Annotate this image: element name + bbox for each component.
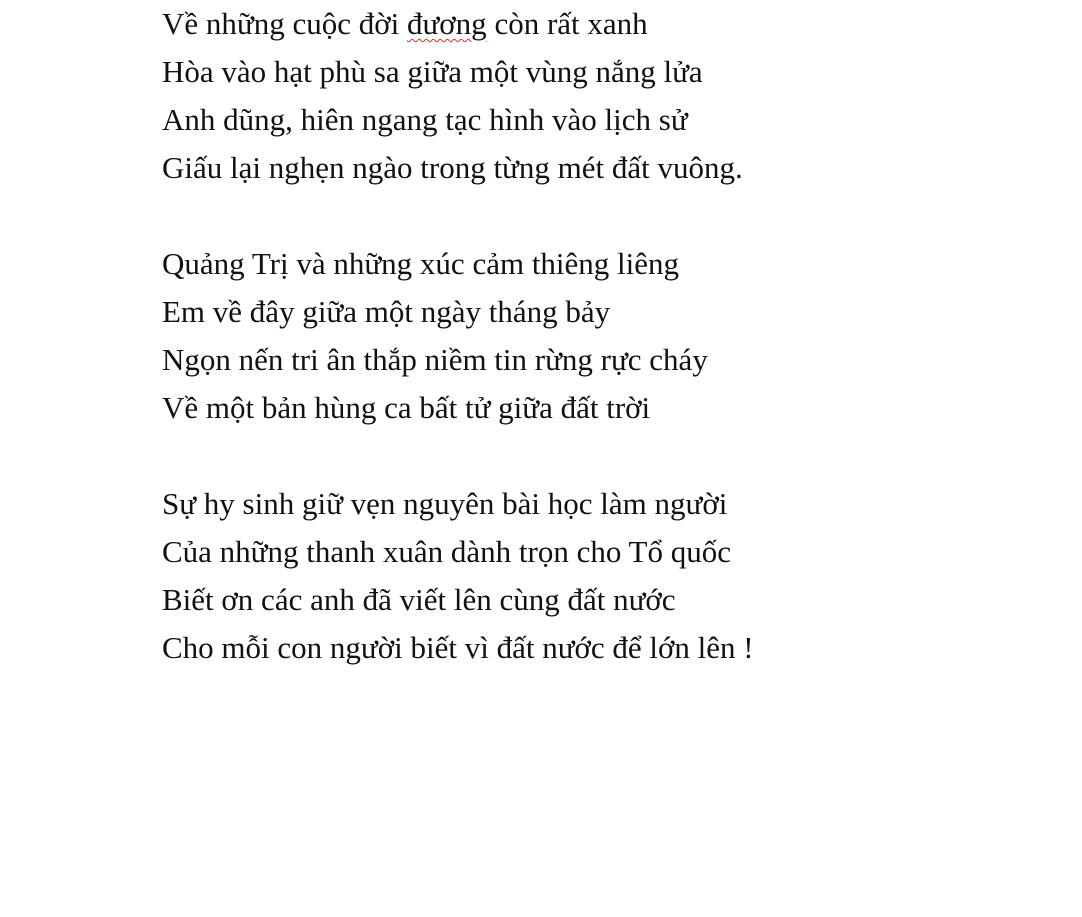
poem-line: Sự hy sinh giữ vẹn nguyên bài học làm người: [162, 486, 728, 521]
poem-line: [162, 0, 1042, 48]
stanza-3: [162, 480, 1042, 672]
stanza-gap: [162, 432, 1042, 480]
misspelled-word[interactable]: đương: [406, 6, 487, 41]
poem-line: Giấu lại nghẹn ngào trong từng mét đất vuông.: [162, 150, 743, 185]
poem-line: Về một bản hùng ca bất tử giữa đất trời: [162, 390, 651, 425]
stanza-1: [162, 0, 1042, 192]
poem-line: Quảng Trị và những xúc cảm thiêng liêng: [162, 246, 680, 281]
line-text: Về những cuộc đời: [162, 6, 407, 41]
poem-body: [162, 0, 1042, 672]
stanza-gap: [162, 192, 1042, 240]
stanza-2: [162, 240, 1042, 432]
line-text: còn rất xanh: [486, 6, 648, 41]
poem-line: Anh dũng, hiên ngang tạc hình vào lịch sử: [162, 102, 688, 137]
poem-line: Ngọn nến tri ân thắp niềm tin rừng rực cháy: [162, 342, 708, 377]
poem-line: Của những thanh xuân dành trọn cho Tổ quốc: [162, 534, 731, 569]
poem-line: Cho mỗi con người biết vì đất nước để lớn lên !: [162, 630, 754, 665]
poem-line: Hòa vào hạt phù sa giữa một vùng nắng lửa: [162, 54, 703, 89]
poem-line: Em về đây giữa một ngày tháng bảy: [162, 294, 611, 329]
poem-line: Biết ơn các anh đã viết lên cùng đất nước: [162, 582, 676, 617]
